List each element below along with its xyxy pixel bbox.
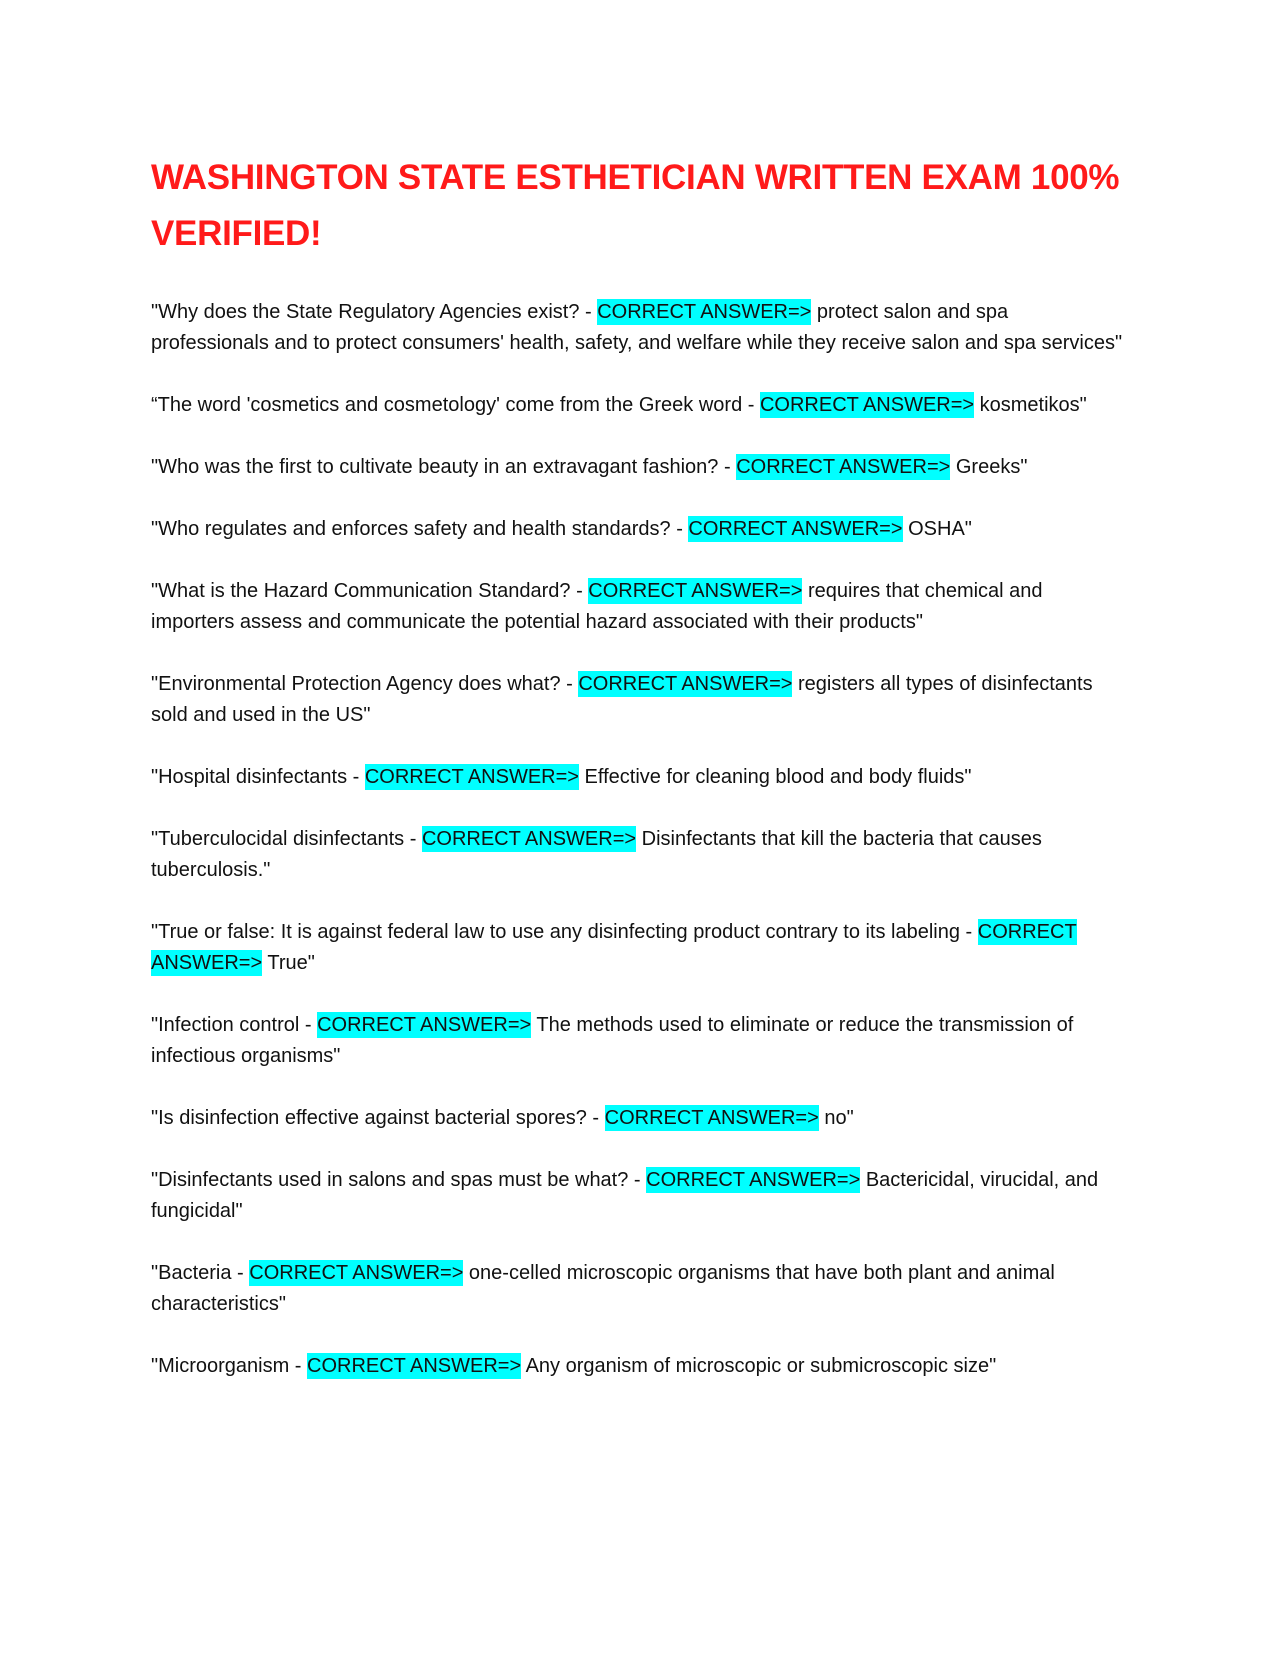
answer-text: The methods used to eliminate or reduce the transmission of infectious organisms" xyxy=(151,1014,1074,1067)
document-title: WASHINGTON STATE ESTHETICIAN WRITTEN EXAM 100% VERIFIED! xyxy=(151,158,1120,253)
answer-text: Any organism of microscopic or submicroscopic size" xyxy=(521,1355,997,1377)
answer-marker: CORRECT ANSWER=> xyxy=(688,518,903,540)
answer-text: protect salon and spa professionals and to protect consumers' health, safety, and welfare while they receive salon and spa services" xyxy=(151,301,1123,354)
question-text: "Microorganism - xyxy=(151,1355,308,1377)
qa-item xyxy=(151,1103,1131,1134)
qa-item xyxy=(151,390,1131,421)
qa-item xyxy=(151,1258,1131,1320)
answer-marker: CORRECT ANSWER=> xyxy=(759,394,975,416)
answer-marker: CORRECT ANSWER=> xyxy=(421,828,637,850)
answer-marker: CORRECT ANSWER=> xyxy=(249,1262,464,1284)
question-text: “The word 'cosmetics and cosmetology' come from the Greek word - xyxy=(151,394,760,416)
question-text: "Tuberculocidal disinfectants - xyxy=(151,828,422,850)
qa-item xyxy=(151,576,1131,638)
answer-text: no" xyxy=(818,1107,854,1129)
qa-item xyxy=(151,762,1131,793)
qa-item xyxy=(151,1165,1131,1227)
qa-item xyxy=(151,297,1131,359)
question-text: "Who was the first to cultivate beauty in an extravagant fashion? - xyxy=(151,456,737,478)
answer-marker: CORRECT ANSWER=> xyxy=(597,301,812,323)
question-text: "True or false: It is against federal law to use any disinfecting product contrary to its labeling - xyxy=(151,921,978,943)
answer-marker: CORRECT ANSWER=> xyxy=(151,921,1077,974)
answer-marker: CORRECT ANSWER=> xyxy=(364,766,579,788)
question-text: "What is the Hazard Communication Standard? - xyxy=(151,580,589,602)
answer-marker: CORRECT ANSWER=> xyxy=(736,456,951,478)
question-text: "Why does the State Regulatory Agencies exist? - xyxy=(151,301,598,323)
question-text: "Bacteria - xyxy=(151,1262,250,1284)
question-text: "Who regulates and enforces safety and health standards? - xyxy=(151,518,689,540)
answer-marker: CORRECT ANSWER=> xyxy=(646,1169,861,1191)
qa-item xyxy=(151,669,1131,731)
answer-marker: CORRECT ANSWER=> xyxy=(307,1355,522,1377)
qa-item xyxy=(151,452,1131,483)
answer-text: Greeks" xyxy=(950,456,1028,478)
question-text: "Infection control - xyxy=(151,1014,318,1036)
qa-item xyxy=(151,1010,1131,1072)
answer-text: True" xyxy=(262,952,315,974)
qa-item xyxy=(151,514,1131,545)
answer-marker: CORRECT ANSWER=> xyxy=(578,673,793,695)
question-text: "Is disinfection effective against bacterial spores? - xyxy=(151,1107,605,1129)
answer-text: Disinfectants that kill the bacteria that causes tuberculosis." xyxy=(151,828,1042,881)
question-text: "Disinfectants used in salons and spas must be what? - xyxy=(151,1169,647,1191)
document-content xyxy=(151,150,1131,1413)
question-text: "Hospital disinfectants - xyxy=(151,766,365,788)
qa-item xyxy=(151,1351,1131,1382)
answer-text: one-celled microscopic organisms that have both plant and animal characteristics" xyxy=(151,1262,1055,1315)
answer-marker: CORRECT ANSWER=> xyxy=(317,1014,532,1036)
answer-text: Bactericidal, virucidal, and fungicidal" xyxy=(151,1169,1099,1222)
qa-item xyxy=(151,917,1131,979)
qa-item xyxy=(151,824,1131,886)
answer-text: requires that chemical and importers assess and communicate the potential hazard associated with their products" xyxy=(151,580,1043,633)
answer-marker: CORRECT ANSWER=> xyxy=(604,1107,819,1129)
answer-marker: CORRECT ANSWER=> xyxy=(588,580,803,602)
question-text: "Environmental Protection Agency does what? - xyxy=(151,673,579,695)
answer-text: kosmetikos" xyxy=(974,394,1087,416)
answer-text: registers all types of disinfectants sold and used in the US" xyxy=(151,673,1093,726)
answer-text: OSHA" xyxy=(902,518,972,540)
answer-text: Effective for cleaning blood and body fluids" xyxy=(578,766,972,788)
